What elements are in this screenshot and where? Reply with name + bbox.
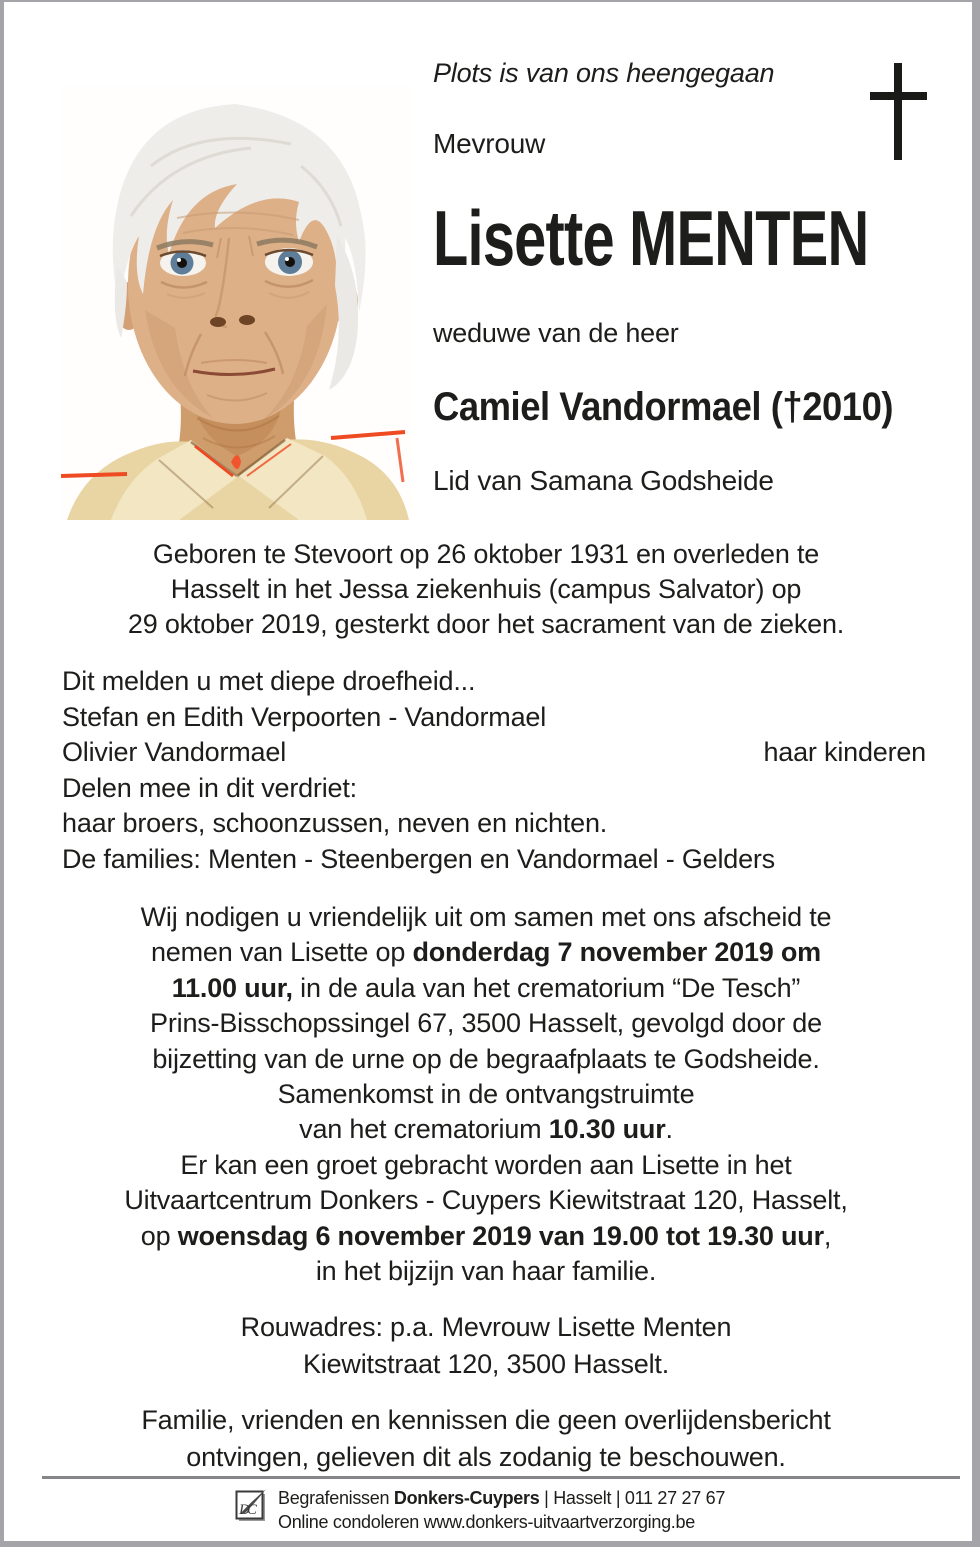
logo-monogram: DC [239, 1502, 254, 1518]
footer-divider [42, 1476, 960, 1479]
invitation-paragraph [4, 900, 968, 1289]
text-line: Er kan een groet gebracht worden aan Lisette in het [180, 1149, 792, 1180]
footer-text [278, 1487, 725, 1534]
text-line: Rouwadres: p.a. Mevrouw Lisette Menten [240, 1312, 732, 1342]
text-line: Samenkomst in de ontvangstruimte [277, 1079, 695, 1110]
children-attribution-row [62, 735, 926, 771]
text-line: van het crematorium 10.30 uur. [299, 1114, 673, 1145]
text-line: 29 oktober 2019, gesterkt door het sacrament van de zieken. [127, 609, 845, 639]
family-child: Olivier Vandormael [62, 737, 286, 767]
text-line: Familie, vrienden en kennissen die geen overlijdensbericht [141, 1405, 831, 1435]
text-line: Uitvaartcentrum Donkers - Cuypers Kiewitstraat 120, Hasselt, [124, 1185, 848, 1216]
text-line: Kiewitstraat 120, 3500 Hasselt. [303, 1349, 669, 1379]
text-line: nemen van Lisette op donderdag 7 november 2019 om [150, 937, 821, 968]
text-line: ontvingen, gelieven dit als zodanig te beschouwen. [186, 1442, 786, 1472]
family-child: Stefan en Edith Verpoorten - Vandormael [62, 701, 547, 732]
mourning-address [4, 1309, 968, 1383]
membership-line: Lid van Samana Godsheide [433, 465, 774, 496]
text-line: Wij nodigen u vriendelijk uit om samen met ons afscheid te [140, 902, 832, 932]
footer-line-2: Online condoleren www.donkers-uitvaartverzorging.be [278, 1511, 695, 1532]
relation-line: weduwe van de heer [433, 318, 679, 348]
footer [235, 1487, 725, 1534]
funeral-home-logo [235, 1487, 269, 1523]
salutation: Mevrouw [433, 128, 546, 159]
portrait-photo [61, 86, 413, 520]
footer-line-1: Begrafenissen Donkers-Cuypers | Hasselt | 011 27 27 67 [278, 1488, 726, 1508]
deceased-name: Lisette MENTEN [433, 194, 869, 282]
family-intro: Dit melden u met diepe droefheid... [62, 666, 476, 696]
epigraph: Plots is van ons heengegaan [433, 58, 775, 88]
children-label: haar kinderen [763, 737, 926, 767]
portrait-illustration [61, 86, 413, 520]
text-line: 11.00 uur, in de aula van het crematorium “De Tesch” [171, 972, 801, 1003]
text-line: in het bijzijn van haar familie. [315, 1256, 657, 1287]
text-line: Geboren te Stevoort op 26 oktober 1931 en overleden te [152, 539, 820, 569]
text-line: Prins-Bisschopssingel 67, 3500 Hasselt, gevolgd door de [150, 1008, 822, 1039]
text-line: bijzetting van de urne op de begraafplaats te Godsheide. [152, 1043, 820, 1074]
notice-paragraph [4, 1402, 968, 1476]
condolence-intro: Delen mee in dit verdriet: [62, 772, 357, 803]
families-line: De families: Menten - Steenbergen en Vandormael - Gelders [62, 843, 775, 874]
spouse-name: Camiel Vandormael (†2010) [433, 385, 894, 429]
family-announcement [62, 664, 926, 877]
life-dates-paragraph [4, 537, 968, 642]
text-line: Hasselt in het Jessa ziekenhuis (campus Salvator) op [170, 574, 802, 604]
text-line: op woensdag 6 november 2019 van 19.00 tot 19.30 uur, [140, 1220, 832, 1251]
relatives-line: haar broers, schoonzussen, neven en nichten. [62, 808, 608, 838]
